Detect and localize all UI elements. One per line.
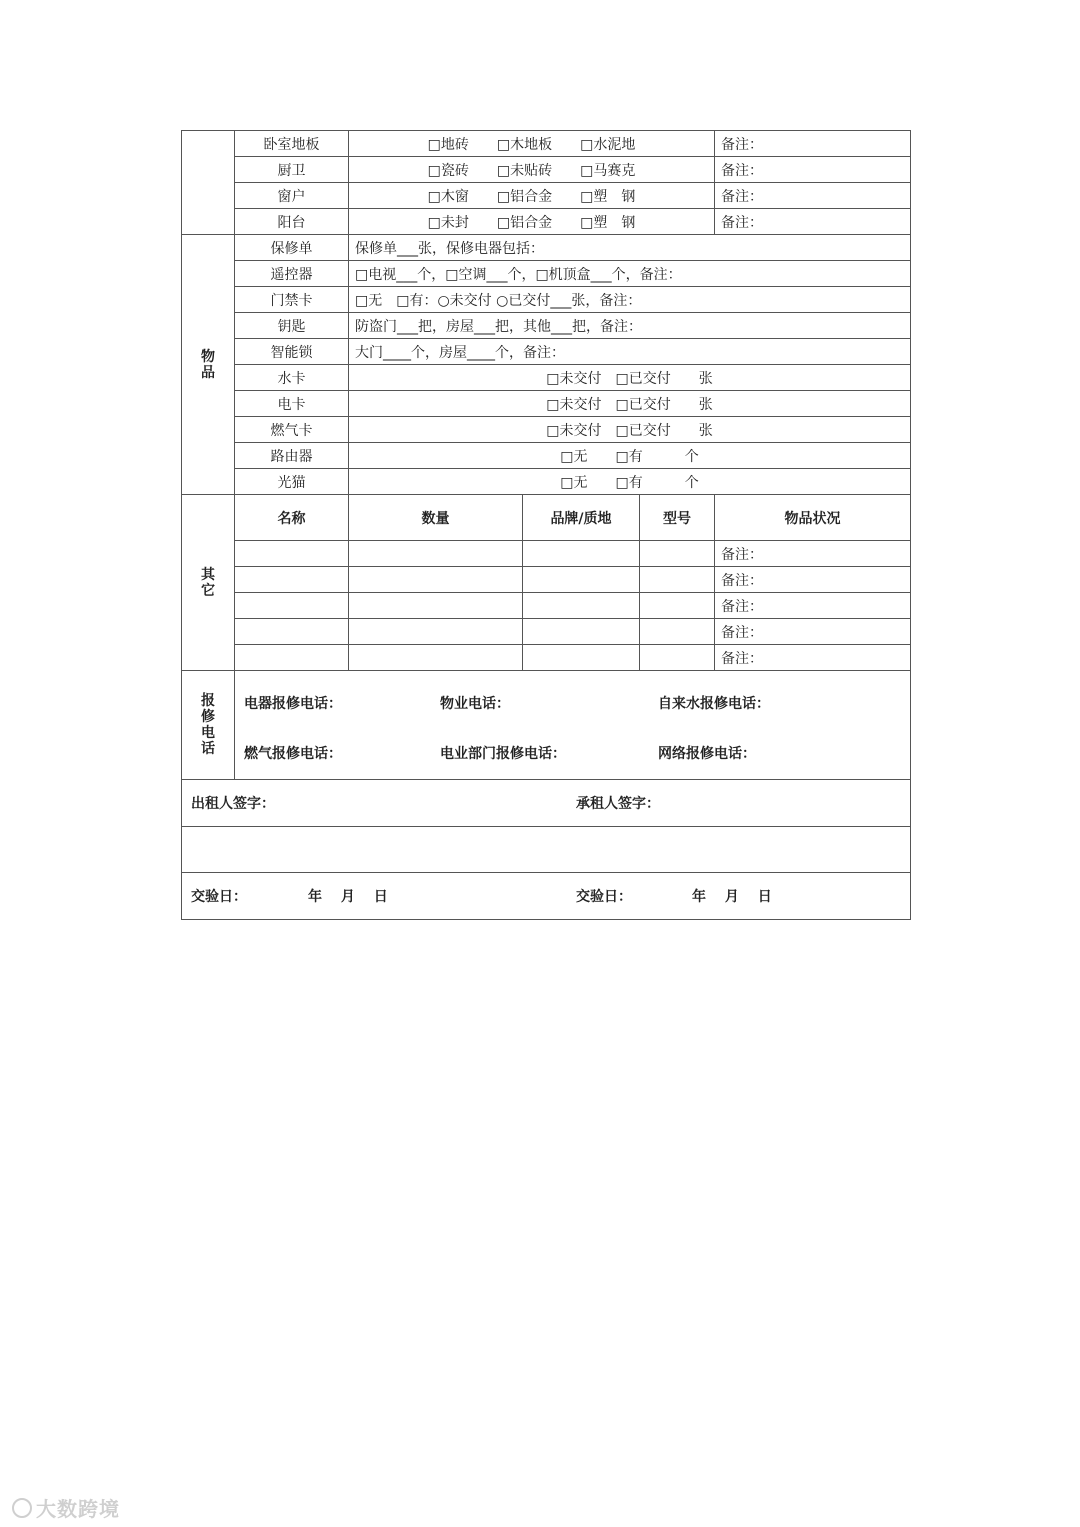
column-header: 名称 <box>235 495 349 541</box>
item-detail[interactable]: □未交付 □已交付 张 <box>349 391 911 417</box>
tenant-signature[interactable]: 承租人签字： <box>576 796 660 812</box>
row-label: 水卡 <box>235 365 349 391</box>
landlord-signature[interactable]: 出租人签字： <box>191 796 275 812</box>
signature-blank-row <box>182 827 911 873</box>
option-group <box>349 209 715 235</box>
floor-row <box>182 157 911 183</box>
note-cell[interactable]: 备注： <box>715 567 911 593</box>
note-cell[interactable]: 备注： <box>715 131 911 157</box>
floor-row <box>182 183 911 209</box>
floor-row <box>182 209 911 235</box>
brand-cell[interactable] <box>523 619 640 645</box>
water-repair-phone[interactable]: 自来水报修电话： <box>658 696 770 712</box>
form-table <box>181 130 911 920</box>
checkbox-option[interactable]: □水泥地 <box>580 136 636 153</box>
note-cell[interactable]: 备注： <box>715 209 911 235</box>
brand-cell[interactable] <box>523 541 640 567</box>
item-row <box>182 261 911 287</box>
item-row <box>182 417 911 443</box>
item-detail[interactable]: 防盗门___把，房屋___把，其他___把，备注： <box>349 313 911 339</box>
gas-repair-phone[interactable]: 燃气报修电话： <box>244 746 342 762</box>
property-phone[interactable]: 物业电话： <box>440 696 510 712</box>
other-header-row <box>182 495 911 541</box>
row-label: 路由器 <box>235 443 349 469</box>
item-detail[interactable]: □未交付 □已交付 张 <box>349 365 911 391</box>
checkbox-option[interactable]: □木地板 <box>496 136 553 153</box>
quantity-cell[interactable] <box>349 567 523 593</box>
floor-section-cell <box>182 131 235 235</box>
checkbox-option[interactable]: □未封 <box>427 214 469 231</box>
quantity-cell[interactable] <box>349 619 523 645</box>
item-row <box>182 391 911 417</box>
option-group <box>349 183 715 209</box>
signature-row <box>182 780 911 827</box>
watermark-text: 大数跨境 <box>36 1497 120 1521</box>
row-label: 燃气卡 <box>235 417 349 443</box>
model-cell[interactable] <box>640 567 715 593</box>
inspection-date-label-right: 交验日： <box>576 889 632 905</box>
note-cell[interactable]: 备注： <box>715 541 911 567</box>
checkbox-option[interactable]: □铝合金 <box>496 214 553 231</box>
checkbox-option[interactable]: □塑 钢 <box>580 188 636 205</box>
name-cell[interactable] <box>235 593 349 619</box>
checkbox-option[interactable]: □瓷砖 <box>427 162 469 179</box>
row-label: 保修单 <box>235 235 349 261</box>
row-label: 电卡 <box>235 391 349 417</box>
row-label: 光猫 <box>235 469 349 495</box>
item-detail[interactable]: □无 □有 个 <box>349 469 911 495</box>
row-label: 智能锁 <box>235 339 349 365</box>
table-row <box>182 645 911 671</box>
model-cell[interactable] <box>640 593 715 619</box>
inspection-date-label-left: 交验日： <box>191 889 247 905</box>
note-cell[interactable]: 备注： <box>715 645 911 671</box>
item-row <box>182 469 911 495</box>
model-cell[interactable] <box>640 645 715 671</box>
item-row <box>182 287 911 313</box>
brand-cell[interactable] <box>523 593 640 619</box>
quantity-cell[interactable] <box>349 593 523 619</box>
column-header: 品牌/质地 <box>523 495 640 541</box>
name-cell[interactable] <box>235 567 349 593</box>
item-detail[interactable]: □无 □有 个 <box>349 443 911 469</box>
inspection-date-row <box>182 873 911 920</box>
checkbox-option[interactable]: □地砖 <box>427 136 469 153</box>
brand-cell[interactable] <box>523 567 640 593</box>
quantity-cell[interactable] <box>349 541 523 567</box>
table-row <box>182 567 911 593</box>
appliance-repair-phone[interactable]: 电器报修电话： <box>244 696 342 712</box>
checkbox-option[interactable]: □未贴砖 <box>496 162 553 179</box>
table-row <box>182 541 911 567</box>
repair-section-label: 报修电话 <box>182 671 235 780</box>
checkbox-option[interactable]: □马赛克 <box>580 162 636 179</box>
item-detail[interactable]: □无 □有：○未交付 ○已交付___张，备注： <box>349 287 911 313</box>
row-label: 窗户 <box>235 183 349 209</box>
watermark <box>12 1493 120 1522</box>
table-row <box>182 619 911 645</box>
items-section-label: 物品 <box>182 235 235 495</box>
item-row <box>182 313 911 339</box>
checkbox-option[interactable]: □铝合金 <box>496 188 553 205</box>
name-cell[interactable] <box>235 619 349 645</box>
repair-row <box>182 671 911 780</box>
signature-blank[interactable] <box>182 827 911 873</box>
checkbox-option[interactable]: □木窗 <box>427 188 469 205</box>
network-repair-phone[interactable]: 网络报修电话： <box>658 746 756 762</box>
repair-phones <box>235 671 911 780</box>
inspection-date-right[interactable]: 年 月 日 <box>692 889 772 905</box>
option-group <box>349 157 715 183</box>
note-cell[interactable]: 备注： <box>715 157 911 183</box>
signature-cell <box>182 780 911 827</box>
other-section-label: 其它 <box>182 495 235 671</box>
inspection-date-left[interactable]: 年 月 日 <box>308 889 388 905</box>
row-label: 钥匙 <box>235 313 349 339</box>
row-label: 阳台 <box>235 209 349 235</box>
note-cell[interactable]: 备注： <box>715 593 911 619</box>
option-group <box>349 131 715 157</box>
checkbox-option[interactable]: □塑 钢 <box>580 214 636 231</box>
column-header: 数量 <box>349 495 523 541</box>
item-row <box>182 443 911 469</box>
item-row <box>182 365 911 391</box>
item-detail[interactable]: 保修单___张，保修电器包括： <box>349 235 911 261</box>
row-label: 卧室地板 <box>235 131 349 157</box>
quantity-cell[interactable] <box>349 645 523 671</box>
item-row <box>182 235 911 261</box>
item-detail[interactable]: □未交付 □已交付 张 <box>349 417 911 443</box>
item-detail[interactable]: □电视___个，□空调___个，□机顶盒___个，备注： <box>349 261 911 287</box>
column-header: 型号 <box>640 495 715 541</box>
item-detail[interactable]: 大门____个，房屋____个，备注： <box>349 339 911 365</box>
name-cell[interactable] <box>235 541 349 567</box>
column-header: 物品状况 <box>715 495 911 541</box>
brand-cell[interactable] <box>523 645 640 671</box>
name-cell[interactable] <box>235 645 349 671</box>
row-label: 门禁卡 <box>235 287 349 313</box>
note-cell[interactable]: 备注： <box>715 183 911 209</box>
logo-icon <box>12 1498 32 1518</box>
power-repair-phone[interactable]: 电业部门报修电话： <box>440 746 566 762</box>
handover-form <box>181 130 910 940</box>
model-cell[interactable] <box>640 619 715 645</box>
model-cell[interactable] <box>640 541 715 567</box>
inspection-date-cell <box>182 873 911 920</box>
row-label: 厨卫 <box>235 157 349 183</box>
row-label: 遥控器 <box>235 261 349 287</box>
item-row <box>182 339 911 365</box>
note-cell[interactable]: 备注： <box>715 619 911 645</box>
table-row <box>182 593 911 619</box>
floor-row <box>182 131 911 157</box>
